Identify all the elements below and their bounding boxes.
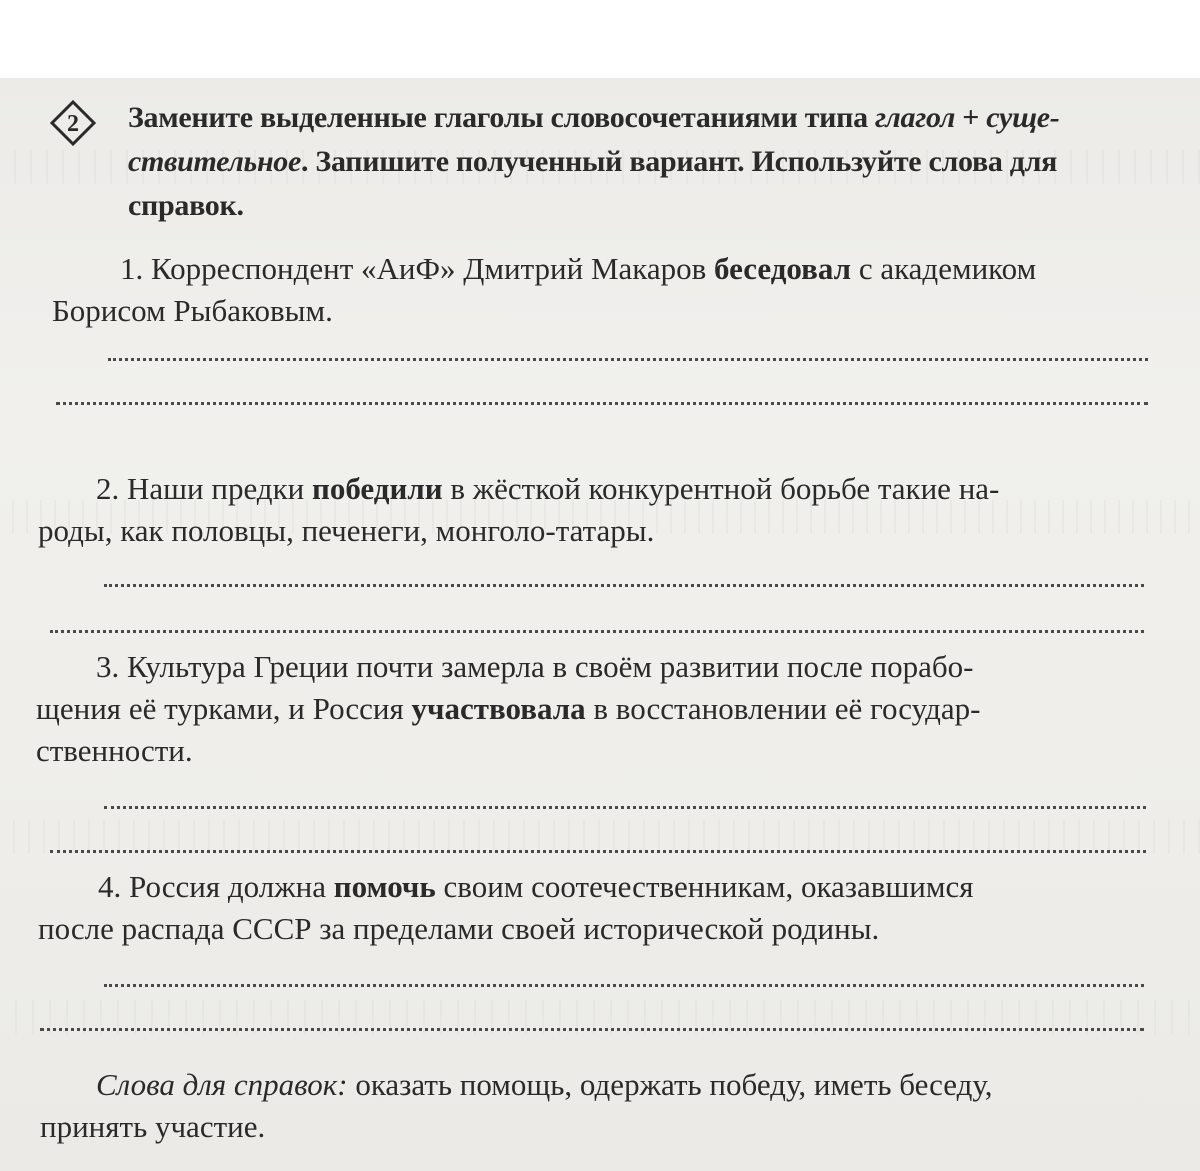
reference-label: Слова для справок:: [96, 1067, 348, 1102]
highlighted-verb: беседовал: [714, 251, 852, 286]
item-text: своим соотечественникам, оказавшимся: [435, 869, 974, 904]
item-text: с академиком: [851, 251, 1037, 286]
highlighted-verb: помочь: [333, 869, 436, 904]
task-line2: . Запишите полученный вариант. Используйте слова для: [301, 145, 1058, 178]
answer-line[interactable]: [40, 1028, 1144, 1031]
show-through-texture: [0, 820, 1200, 854]
item-text: ственности.: [36, 733, 193, 768]
item-text: щения её турками, и Россия: [36, 691, 412, 726]
diamond-icon: [50, 100, 96, 146]
reference-text: принять участие.: [40, 1109, 266, 1144]
exercise-item-2: [38, 468, 1158, 552]
answer-line[interactable]: [108, 358, 1148, 361]
task-italic-verb: глагол: [875, 101, 956, 134]
exercise-item-4: [38, 866, 1158, 950]
highlighted-verb: победили: [311, 471, 443, 506]
reference-text: оказать помощь, одержать победу, иметь беседу,: [347, 1067, 993, 1102]
answer-line[interactable]: [104, 984, 1144, 987]
exercise-item-1: [52, 248, 1172, 332]
answer-line[interactable]: [50, 630, 1144, 633]
task-line1: Замените выделенные глаголы словосочетаниями типа: [128, 101, 868, 134]
item-text: в восстановлении её государ-: [585, 691, 981, 726]
task-number: 2: [67, 111, 79, 137]
item-number: 4.: [98, 869, 122, 904]
highlighted-verb: участвовала: [411, 691, 586, 726]
answer-line[interactable]: [50, 850, 1146, 853]
exercise-item-3: [36, 646, 1156, 772]
item-text: после распада СССР за пределами своей исторической родины.: [38, 911, 880, 946]
reference-words: [40, 1064, 1160, 1148]
task-italic-noun-part1: суще-: [986, 101, 1060, 134]
task-line3: справок.: [128, 189, 244, 222]
item-text: в жёсткой конкурентной борьбе такие на-: [442, 471, 1000, 506]
page-top-blank: [0, 0, 1200, 78]
answer-line[interactable]: [104, 584, 1144, 587]
task-number-badge: [50, 100, 96, 146]
item-number: 2.: [96, 471, 120, 506]
item-text: Культура Греции почти замерла в своём развитии после порабо-: [127, 649, 974, 684]
task-instruction: [128, 96, 1170, 228]
item-text: Борисом Рыбаковым.: [52, 293, 333, 328]
item-text: Наши предки: [127, 471, 312, 506]
item-number: 3.: [96, 649, 120, 684]
task-header: [50, 96, 1170, 228]
item-number: 1.: [120, 251, 144, 286]
item-text: Россия должна: [129, 869, 334, 904]
item-text: роды, как половцы, печенеги, монголо-татары.: [38, 513, 655, 548]
item-text: Корреспондент «АиФ» Дмитрий Макаров: [151, 251, 715, 286]
task-plus: +: [955, 101, 987, 134]
answer-line[interactable]: [56, 402, 1148, 405]
task-italic-noun: ствительное: [128, 145, 302, 178]
answer-line[interactable]: [104, 806, 1146, 809]
